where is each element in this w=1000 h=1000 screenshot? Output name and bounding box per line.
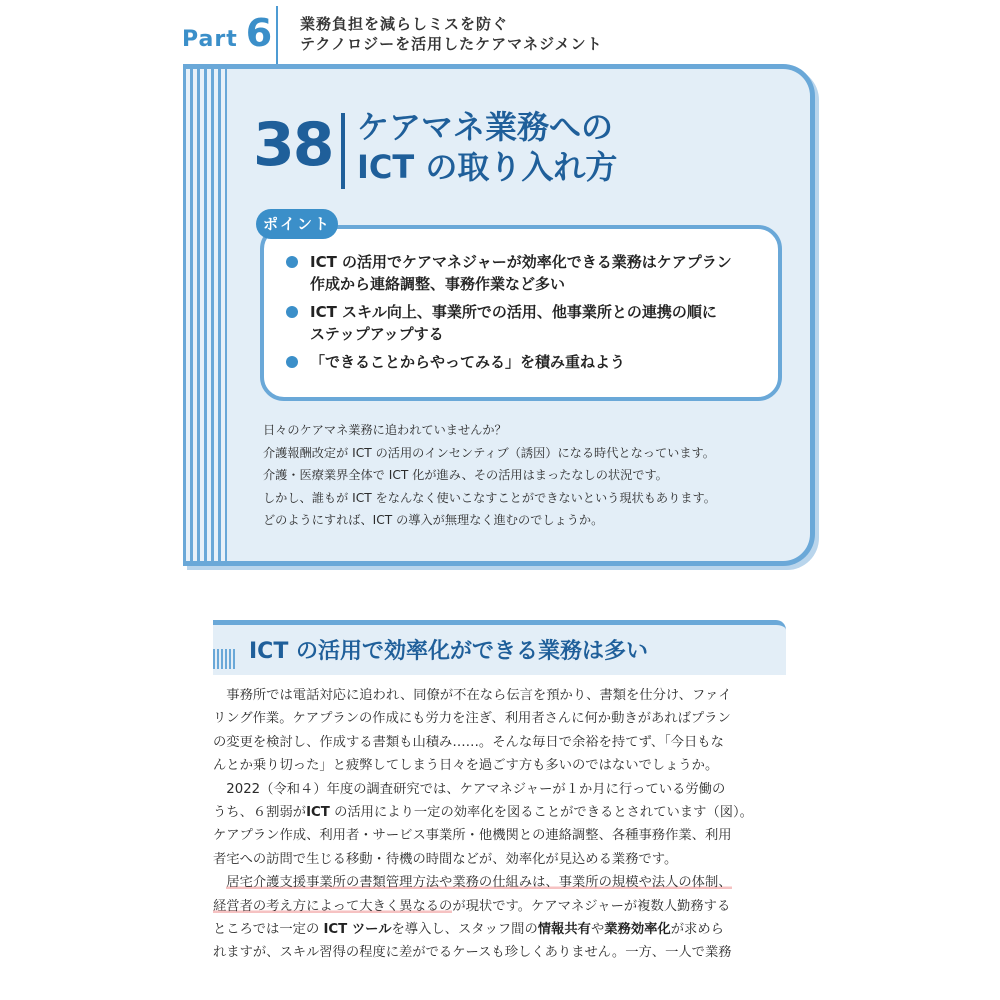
section-heading bbox=[213, 620, 786, 675]
body-line bbox=[213, 895, 787, 918]
body-line: ケアプラン作成、利用者・サービス事業所・他機関との連絡調整、各種事務作業、利用 bbox=[213, 828, 732, 844]
chapter-card bbox=[183, 64, 815, 566]
chapter-number: 38 bbox=[253, 110, 333, 180]
point-tab: ポイント bbox=[256, 209, 338, 239]
part-word: Part bbox=[182, 27, 238, 52]
point-item bbox=[286, 301, 758, 345]
chapter-title bbox=[357, 107, 617, 187]
point-item-line: ステップアップする bbox=[310, 325, 444, 343]
point-item bbox=[286, 251, 758, 295]
body-bold-text: 業務効率化 bbox=[604, 922, 671, 938]
body-bold-text: 情報共有 bbox=[537, 922, 591, 938]
chapter-title-bar bbox=[341, 113, 345, 189]
chapter-title-line1: ケアマネ業務への bbox=[357, 108, 614, 146]
point-item-line: 作成から連絡調整、事務作業など多い bbox=[310, 275, 566, 293]
part-subtitle bbox=[300, 14, 603, 54]
body-text-span bbox=[213, 875, 226, 890]
body-line: 2022（令和４）年度の調査研究では、ケアマネジャーが１か月に行っている労働の bbox=[213, 781, 726, 797]
bullet-icon bbox=[286, 256, 298, 268]
part-subtitle-line2: テクノロジーを活用したケアマネジメント bbox=[300, 35, 603, 53]
bullet-icon bbox=[286, 306, 298, 318]
part-number: 6 bbox=[245, 11, 273, 55]
header-divider bbox=[276, 6, 278, 64]
intro-line: 介護報酬改定が ICT の活用のインセンティブ（誘因）になる時代となっています。 bbox=[263, 445, 715, 460]
chapter-title-line2: ICT の取り入れ方 bbox=[357, 148, 618, 186]
card-stripes-decoration bbox=[183, 69, 227, 561]
body-line: 事務所では電話対応に追われ、同僚が不在なら伝言を預かり、書類を仕分け、ファイ bbox=[213, 688, 732, 703]
body-text bbox=[213, 684, 787, 965]
highlighted-text: 居宅介護支援事業所の書類管理方法や業務の仕組みは、事業所の規模や法人の体制、 bbox=[226, 875, 732, 891]
body-line bbox=[213, 801, 787, 824]
intro-line: 介護・医療業界全体で ICT 化が進み、その活用はまったなしの状況です。 bbox=[263, 468, 668, 482]
body-text-span: を導入し、スタッフ間の bbox=[391, 922, 538, 938]
highlighted-text: 経営者の考え方によって大きく異なるの bbox=[213, 898, 453, 914]
point-item bbox=[286, 351, 758, 373]
body-line bbox=[213, 871, 787, 894]
body-text-span: が求めら bbox=[670, 922, 724, 938]
body-line: の変更を検討し、作成する書類も山積み……。そんな毎日で余裕を持てず、「今日もな bbox=[213, 734, 724, 750]
point-item-line: 「できることからやってみる」を積み重ねよう bbox=[310, 353, 626, 371]
intro-line: どのようにすれば、ICT の導入が無理なく進むのでしょうか。 bbox=[263, 513, 604, 527]
bullet-icon bbox=[286, 356, 298, 368]
point-item-line: ICT の活用でケアマネジャーが効率化できる業務はケアプラン bbox=[310, 253, 732, 271]
body-bold-text: ICT ツール bbox=[323, 922, 392, 938]
part-label bbox=[182, 11, 273, 55]
point-list bbox=[264, 229, 778, 373]
body-text-span: うち、６割弱が bbox=[213, 805, 307, 821]
body-text-span: ところでは一定の bbox=[213, 922, 324, 938]
intro-line: 日々のケアマネ業務に追われていませんか？ bbox=[263, 423, 507, 437]
body-text-span: の活用により一定の効率化を図ることができるとされています（図）。 bbox=[329, 805, 753, 821]
intro-line: しかし、誰もが ICT をなんなく使いこなすことができないという現状もあります。 bbox=[263, 490, 716, 505]
body-line: 者宅への訪問で生じる移動・待機の時間などが、効率化が見込める業務です。 bbox=[213, 851, 678, 867]
body-text-span: や bbox=[590, 922, 605, 938]
part-subtitle-line1: 業務負担を減らしミスを防ぐ bbox=[300, 15, 509, 33]
section-title: ICT の活用で効率化ができる業務は多い bbox=[249, 639, 648, 664]
intro-text bbox=[263, 419, 783, 532]
body-line: れますが、スキル習得の程度に差がでるケースも珍しくありません。一方、一人で業務 bbox=[213, 945, 732, 961]
section-stripes-decoration bbox=[213, 649, 235, 669]
point-item-line: ICT スキル向上、事業所での活用、他事業所との連携の順に bbox=[310, 303, 717, 321]
body-line: んとか乗り切った」と疲弊してしまう日々を過ごす方も多いのではないでしょうか。 bbox=[213, 758, 719, 774]
body-line bbox=[213, 918, 787, 941]
body-text-span: が現状です。ケアマネジャーが複数人勤務する bbox=[452, 898, 731, 914]
body-line: リング作業。ケアプランの作成にも労力を注ぎ、利用者さんに何か動きがあればプラン bbox=[213, 711, 731, 727]
point-box bbox=[260, 225, 782, 401]
body-bold-text: ICT bbox=[306, 805, 330, 821]
